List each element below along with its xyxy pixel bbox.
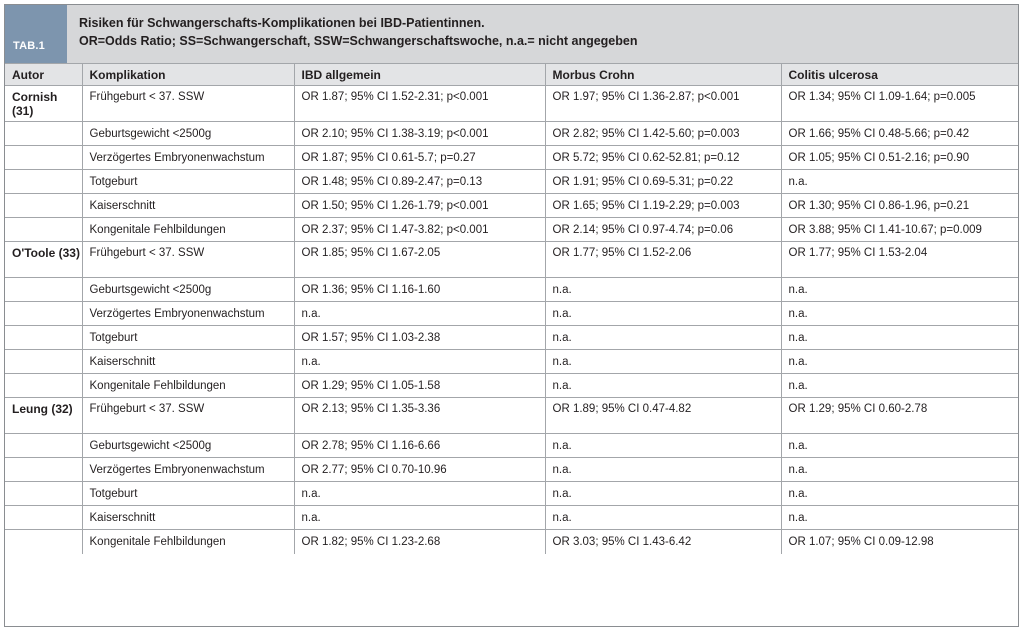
- ibd-general-cell: n.a.: [294, 302, 545, 326]
- table-row: [5, 86, 1018, 122]
- colitis-cell: OR 1.34; 95% CI 1.09-1.64; p=0.005: [781, 86, 1018, 122]
- complication-cell: Geburtsgewicht <2500g: [82, 278, 294, 302]
- header-ibd-general: IBD allgemein: [294, 64, 545, 86]
- ibd-general-cell: n.a.: [294, 482, 545, 506]
- complication-cell: Geburtsgewicht <2500g: [82, 434, 294, 458]
- author-cell: [5, 482, 82, 506]
- colitis-cell: n.a.: [781, 326, 1018, 350]
- colitis-cell: n.a.: [781, 278, 1018, 302]
- table-row: [5, 530, 1018, 554]
- crohn-cell: n.a.: [545, 434, 781, 458]
- colitis-cell: n.a.: [781, 302, 1018, 326]
- complication-cell: Totgeburt: [82, 326, 294, 350]
- author-cell: [5, 350, 82, 374]
- table-caption: [67, 5, 637, 63]
- author-cell: [5, 434, 82, 458]
- complication-cell: Kongenitale Fehlbildungen: [82, 374, 294, 398]
- crohn-cell: n.a.: [545, 482, 781, 506]
- table-row: [5, 374, 1018, 398]
- crohn-cell: OR 1.91; 95% CI 0.69-5.31; p=0.22: [545, 170, 781, 194]
- colitis-cell: n.a.: [781, 350, 1018, 374]
- table-caption-legend: OR=Odds Ratio; SS=Schwangerschaft, SSW=Schwangerschaftswoche, n.a.= nicht angegeben: [79, 33, 638, 48]
- crohn-cell: OR 1.77; 95% CI 1.52-2.06: [545, 242, 781, 278]
- author-cell: [5, 122, 82, 146]
- table-row: [5, 326, 1018, 350]
- crohn-cell: OR 2.14; 95% CI 0.97-4.74; p=0.06: [545, 218, 781, 242]
- ibd-general-cell: OR 2.13; 95% CI 1.35-3.36: [294, 398, 545, 434]
- table-row: [5, 278, 1018, 302]
- crohn-cell: OR 2.82; 95% CI 1.42-5.60; p=0.003: [545, 122, 781, 146]
- colitis-cell: n.a.: [781, 506, 1018, 530]
- complication-cell: Geburtsgewicht <2500g: [82, 122, 294, 146]
- table-caption-title: Risiken für Schwangerschafts-Komplikationen bei IBD-Patientinnen.: [79, 16, 485, 30]
- crohn-cell: OR 1.89; 95% CI 0.47-4.82: [545, 398, 781, 434]
- colitis-cell: n.a.: [781, 170, 1018, 194]
- crohn-cell: n.a.: [545, 326, 781, 350]
- colitis-cell: OR 1.05; 95% CI 0.51-2.16; p=0.90: [781, 146, 1018, 170]
- ibd-general-cell: OR 1.50; 95% CI 1.26-1.79; p<0.001: [294, 194, 545, 218]
- author-cell: [5, 506, 82, 530]
- author-cell: [5, 530, 82, 554]
- crohn-cell: OR 3.03; 95% CI 1.43-6.42: [545, 530, 781, 554]
- complication-cell: Kaiserschnitt: [82, 506, 294, 530]
- table-row: [5, 146, 1018, 170]
- table-row: [5, 122, 1018, 146]
- colitis-cell: n.a.: [781, 482, 1018, 506]
- complication-cell: Verzögertes Embryonenwachstum: [82, 146, 294, 170]
- crohn-cell: n.a.: [545, 458, 781, 482]
- crohn-cell: OR 1.65; 95% CI 1.19-2.29; p=0.003: [545, 194, 781, 218]
- table-row: [5, 218, 1018, 242]
- table-row: [5, 302, 1018, 326]
- author-cell: [5, 218, 82, 242]
- ibd-general-cell: OR 1.36; 95% CI 1.16-1.60: [294, 278, 545, 302]
- ibd-general-cell: OR 1.48; 95% CI 0.89-2.47; p=0.13: [294, 170, 545, 194]
- complication-cell: Totgeburt: [82, 170, 294, 194]
- crohn-cell: n.a.: [545, 374, 781, 398]
- complication-cell: Frühgeburt < 37. SSW: [82, 242, 294, 278]
- complication-cell: Frühgeburt < 37. SSW: [82, 398, 294, 434]
- ibd-general-cell: n.a.: [294, 506, 545, 530]
- colitis-cell: n.a.: [781, 458, 1018, 482]
- author-cell: [5, 302, 82, 326]
- complication-cell: Verzögertes Embryonenwachstum: [82, 458, 294, 482]
- ibd-general-cell: OR 1.29; 95% CI 1.05-1.58: [294, 374, 545, 398]
- ibd-general-cell: OR 1.82; 95% CI 1.23-2.68: [294, 530, 545, 554]
- author-cell: [5, 458, 82, 482]
- complication-cell: Verzögertes Embryonenwachstum: [82, 302, 294, 326]
- crohn-cell: n.a.: [545, 278, 781, 302]
- crohn-cell: n.a.: [545, 506, 781, 530]
- table-row: [5, 434, 1018, 458]
- author-cell: [5, 374, 82, 398]
- complication-cell: Kaiserschnitt: [82, 350, 294, 374]
- crohn-cell: OR 1.97; 95% CI 1.36-2.87; p<0.001: [545, 86, 781, 122]
- colitis-cell: OR 1.30; 95% CI 0.86-1.96, p=0.21: [781, 194, 1018, 218]
- complication-cell: Kongenitale Fehlbildungen: [82, 530, 294, 554]
- ibd-general-cell: OR 2.77; 95% CI 0.70-10.96: [294, 458, 545, 482]
- table-title-bar: [5, 5, 1018, 63]
- table-row: [5, 482, 1018, 506]
- complication-cell: Kaiserschnitt: [82, 194, 294, 218]
- ibd-general-cell: OR 1.87; 95% CI 0.61-5.7; p=0.27: [294, 146, 545, 170]
- table-figure: [4, 4, 1019, 627]
- table-number-badge: TAB.1: [5, 5, 67, 63]
- ibd-general-cell: n.a.: [294, 350, 545, 374]
- author-cell: [5, 278, 82, 302]
- ibd-general-cell: OR 1.57; 95% CI 1.03-2.38: [294, 326, 545, 350]
- author-cell: [5, 146, 82, 170]
- header-complication: Komplikation: [82, 64, 294, 86]
- complication-cell: Frühgeburt < 37. SSW: [82, 86, 294, 122]
- header-row: [5, 64, 1018, 86]
- ibd-general-cell: OR 1.85; 95% CI 1.67-2.05: [294, 242, 545, 278]
- colitis-cell: n.a.: [781, 434, 1018, 458]
- table-row: [5, 194, 1018, 218]
- crohn-cell: n.a.: [545, 350, 781, 374]
- table-row: [5, 170, 1018, 194]
- colitis-cell: OR 1.66; 95% CI 0.48-5.66; p=0.42: [781, 122, 1018, 146]
- table-row: [5, 398, 1018, 434]
- ibd-general-cell: OR 2.37; 95% CI 1.47-3.82; p<0.001: [294, 218, 545, 242]
- colitis-cell: OR 1.07; 95% CI 0.09-12.98: [788, 535, 934, 548]
- header-author: Autor: [5, 64, 82, 86]
- author-cell: [5, 194, 82, 218]
- header-colitis: Colitis ulcerosa: [781, 64, 1018, 86]
- author-cell: [5, 170, 82, 194]
- complication-cell: Kongenitale Fehlbildungen: [82, 218, 294, 242]
- author-cell: Cornish (31): [5, 86, 82, 122]
- colitis-cell: n.a.: [781, 374, 1018, 398]
- author-cell: [5, 326, 82, 350]
- table-body: [5, 86, 1018, 554]
- ibd-general-cell: OR 1.87; 95% CI 1.52-2.31; p<0.001: [294, 86, 545, 122]
- colitis-cell: OR 1.77; 95% CI 1.53-2.04: [781, 242, 1018, 278]
- author-cell: O'Toole (33): [5, 242, 82, 278]
- table-row: [5, 458, 1018, 482]
- table-row: [5, 350, 1018, 374]
- table-row: [5, 242, 1018, 278]
- complication-cell: Totgeburt: [82, 482, 294, 506]
- ibd-general-cell: OR 2.10; 95% CI 1.38-3.19; p<0.001: [294, 122, 545, 146]
- data-table: [5, 63, 1018, 554]
- author-cell: Leung (32): [5, 398, 82, 434]
- crohn-cell: n.a.: [545, 302, 781, 326]
- header-crohn: Morbus Crohn: [545, 64, 781, 86]
- crohn-cell: OR 5.72; 95% CI 0.62-52.81; p=0.12: [545, 146, 781, 170]
- table-row: [5, 506, 1018, 530]
- ibd-general-cell: OR 2.78; 95% CI 1.16-6.66: [294, 434, 545, 458]
- colitis-cell: OR 1.29; 95% CI 0.60-2.78: [781, 398, 1018, 434]
- colitis-cell: OR 3.88; 95% CI 1.41-10.67; p=0.009: [781, 218, 1018, 242]
